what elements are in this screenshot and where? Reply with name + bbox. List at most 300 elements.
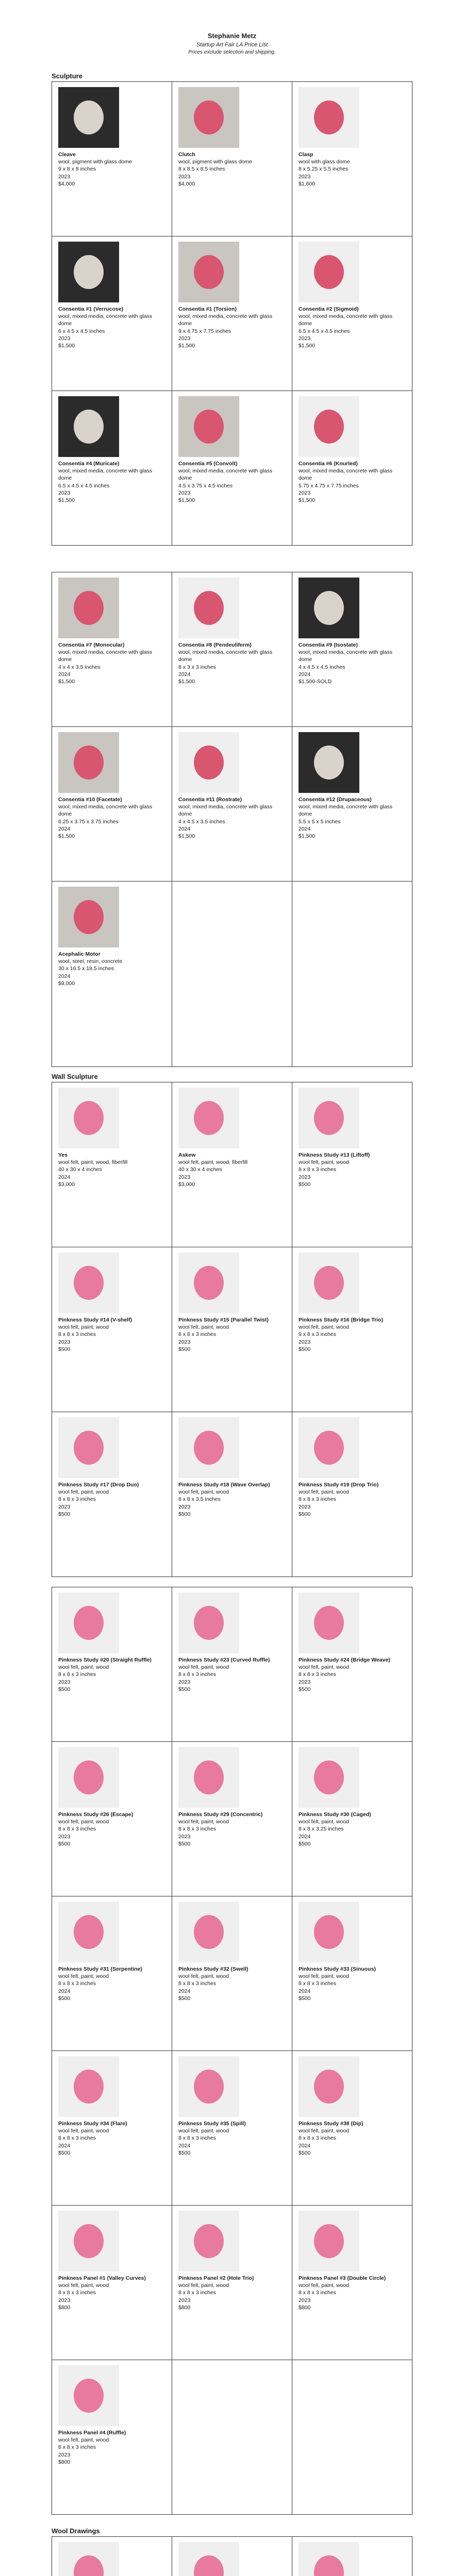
artwork-cell	[52, 727, 172, 882]
artwork-dimensions: 8 x 8 x 3 inches	[178, 1980, 216, 1987]
artwork-image[interactable]	[178, 87, 239, 148]
artwork-caption	[58, 460, 165, 504]
artwork-form	[314, 1760, 344, 1794]
artwork-cell	[172, 82, 292, 236]
artwork-medium: wool felt, paint, wood	[299, 2282, 350, 2289]
artwork-dimensions: 6 x 4.5 x 4.5 inches	[58, 328, 105, 334]
artwork-year: 2024	[178, 671, 191, 677]
artwork-dimensions: 40 x 30 x 4 inches	[58, 1166, 102, 1173]
artwork-caption	[299, 796, 406, 840]
artwork-year: 2023	[178, 1833, 191, 1840]
wool-drawings-table	[52, 2536, 412, 2576]
artwork-year: 2023	[178, 1338, 191, 1345]
artwork-year: 2024	[58, 671, 71, 677]
artwork-form	[194, 1431, 224, 1465]
artwork-cell	[52, 1082, 172, 1247]
artwork-dimensions: 8 x 8 x 3 inches	[58, 2444, 96, 2451]
artwork-title: Pinkness Study #33 (Sinuous)	[299, 1966, 376, 1972]
artwork-cell	[52, 2206, 172, 2360]
artwork-cell	[52, 1247, 172, 1412]
artwork-form	[194, 1760, 224, 1794]
artwork-image[interactable]	[178, 1592, 239, 1653]
artwork-year: 2023	[178, 1174, 191, 1180]
artwork-dimensions: 8 x 8 x 3 inches	[178, 1331, 216, 1338]
artwork-image[interactable]	[299, 2542, 359, 2576]
artwork-image[interactable]	[58, 1088, 119, 1148]
artwork-form	[74, 2555, 104, 2576]
artwork-medium: wool, mixed media, concrete with glass dome	[299, 313, 393, 327]
artwork-caption	[299, 641, 406, 685]
artwork-image[interactable]	[299, 1088, 359, 1148]
artwork-dimensions: 6.5 x 4.5 x 4.5 inches	[58, 482, 110, 489]
artwork-price: $500	[178, 1511, 191, 1517]
artwork-title: Consentia #8 (Pendeuliferm)	[178, 642, 252, 648]
artwork-medium: wool felt, paint, wood	[299, 1664, 350, 1671]
artwork-year: 2024	[299, 671, 311, 677]
artwork-dimensions: 8 x 3 x 3 inches	[178, 664, 216, 670]
table-row	[52, 882, 412, 1067]
artwork-form	[314, 2070, 344, 2104]
artwork-dimensions: 8 x 8 x 3 inches	[299, 1671, 336, 1678]
artwork-image[interactable]	[178, 1902, 239, 1962]
artwork-dimensions: 9 x 8 x 3 inches	[299, 1331, 336, 1338]
artwork-cell	[172, 2537, 292, 2576]
artwork-image[interactable]	[299, 1417, 359, 1478]
artwork-medium: wool, mixed media, concrete with glass dome	[58, 313, 153, 327]
artwork-medium: wool felt, paint, wood	[178, 1819, 229, 1825]
artwork-price: $800	[58, 2459, 71, 2465]
artwork-image[interactable]	[178, 2542, 239, 2576]
artwork-title: Pinkness Study #26 (Escape)	[58, 1811, 134, 1818]
artwork-caption	[299, 1965, 406, 2002]
artwork-title: Consentia #10 (Facetate)	[58, 796, 122, 803]
artwork-caption	[58, 1656, 165, 1693]
artwork-dimensions: 8 x 8 x 3 inches	[58, 1980, 96, 1987]
artwork-medium: wool, mixed media, concrete with glass dome	[58, 468, 153, 482]
artwork-form	[194, 2224, 224, 2258]
artwork-cell	[292, 82, 412, 236]
artwork-form	[74, 1266, 104, 1300]
artwork-form	[314, 1431, 344, 1465]
artwork-form	[314, 1915, 344, 1949]
artwork-image[interactable]	[58, 2056, 119, 2117]
artwork-title: Consentia #1 (Torsion)	[178, 306, 237, 312]
artwork-title: Clutch	[178, 151, 195, 158]
artwork-image[interactable]	[58, 87, 119, 148]
artwork-medium: wool felt, paint, wood	[58, 1489, 109, 1496]
artwork-medium: wool felt, paint, wood	[178, 2282, 229, 2289]
artwork-image[interactable]	[178, 2211, 239, 2272]
artwork-cell	[292, 572, 412, 727]
artwork-medium: wool felt, paint, wood, fiberfill	[58, 1159, 128, 1166]
artwork-title: Pinkness Study #14 (V-shelf)	[58, 1317, 132, 1323]
artwork-image[interactable]	[178, 1417, 239, 1478]
artwork-image[interactable]	[299, 242, 359, 302]
artwork-form	[74, 2379, 104, 2413]
artwork-cell	[172, 1247, 292, 1412]
artwork-caption	[299, 1481, 406, 1518]
artwork-image[interactable]	[58, 732, 119, 793]
artwork-form	[314, 591, 344, 625]
artwork-image[interactable]	[58, 242, 119, 302]
artwork-medium: wool, mixed media, concrete with glass dome	[299, 804, 393, 818]
artwork-year: 2024	[58, 973, 71, 979]
artwork-cell	[52, 1412, 172, 1577]
artwork-caption	[178, 460, 286, 504]
artwork-title: Pinkness Study #15 (Parallel Twist)	[178, 1317, 269, 1323]
artwork-form	[74, 100, 104, 134]
artwork-cell	[52, 1742, 172, 1896]
artwork-price: $1,500	[58, 833, 75, 839]
artwork-cell	[172, 1742, 292, 1896]
artwork-cell	[292, 1587, 412, 1742]
artwork-image[interactable]	[299, 578, 359, 638]
artwork-cell	[292, 1412, 412, 1577]
artwork-title: Pinkness Study #13 (Liftoff)	[299, 1152, 370, 1158]
artwork-price: $500	[58, 1346, 71, 1352]
artwork-price: $500	[299, 2149, 311, 2156]
artwork-title: Pinkness Study #34 (Flare)	[58, 2121, 127, 2127]
artwork-medium: wool felt, paint, wood	[299, 1489, 350, 1496]
artwork-image[interactable]	[58, 1252, 119, 1313]
artwork-form	[194, 745, 224, 779]
artwork-price: $500	[299, 1686, 311, 1692]
artwork-cell	[292, 1247, 412, 1412]
artwork-year: 2023	[58, 1503, 71, 1510]
table-row	[52, 1247, 412, 1412]
artwork-caption	[178, 1656, 286, 1693]
section-title-sculpture: Sculpture	[52, 72, 82, 80]
artwork-price: $4,000	[58, 180, 75, 187]
artwork-form	[314, 100, 344, 134]
artwork-dimensions: 5.5 x 5 x 5 inches	[299, 818, 341, 825]
artwork-image[interactable]	[58, 1417, 119, 1478]
artwork-title: Pinkness Panel #2 (Hole Trio)	[178, 2275, 254, 2281]
artwork-cell	[52, 1587, 172, 1742]
artwork-dimensions: 4 x 4.5 x 3.5 inches	[178, 818, 225, 825]
artwork-price: $500	[299, 1995, 311, 2002]
artwork-dimensions: 8 x 8 x 3.25 inches	[299, 1826, 344, 1833]
artwork-price: $500	[58, 1840, 71, 1847]
artwork-form	[314, 410, 344, 444]
artwork-year: 2023	[178, 489, 191, 496]
artwork-form	[194, 410, 224, 444]
artwork-medium: wool, mixed media, concrete with glass dome	[178, 313, 273, 327]
artwork-price: $1,500	[58, 678, 75, 685]
artwork-form	[314, 255, 344, 289]
artwork-cell	[292, 727, 412, 882]
artwork-caption	[178, 1151, 286, 1188]
artwork-title: Yes	[58, 1152, 68, 1158]
artwork-cell	[172, 572, 292, 727]
artwork-image[interactable]	[299, 2056, 359, 2117]
artwork-dimensions: 6.25 x 3.75 x 3.75 inches	[58, 818, 119, 825]
artwork-form	[314, 2555, 344, 2576]
artwork-caption	[58, 151, 165, 188]
artwork-price: $800	[58, 2304, 71, 2311]
artwork-price: $500	[58, 2149, 71, 2156]
artwork-year: 2024	[58, 825, 71, 832]
artwork-medium: wool felt, paint, wood	[58, 2128, 109, 2134]
artwork-year: 2023	[58, 1833, 71, 1840]
artwork-form	[74, 255, 104, 289]
artwork-caption	[299, 1316, 406, 1353]
artwork-form	[74, 2070, 104, 2104]
artwork-cell	[52, 882, 172, 1067]
artwork-cell	[292, 1896, 412, 2051]
artwork-form	[314, 1101, 344, 1135]
artwork-year: 2023	[299, 2297, 311, 2303]
artist-name: Stephanie Metz	[207, 32, 257, 40]
artwork-form	[194, 1915, 224, 1949]
artwork-cell	[292, 2206, 412, 2360]
artwork-caption	[58, 951, 165, 987]
artwork-title: Pinkness Study #16 (Bridge Trio)	[299, 1317, 383, 1323]
artwork-title: Askew	[178, 1152, 196, 1158]
artwork-title: Pinkness Panel #3 (Double Circle)	[299, 2275, 386, 2281]
artwork-caption	[58, 1811, 165, 1848]
artwork-year: 2024	[178, 825, 191, 832]
artwork-year: 2024	[58, 1174, 71, 1180]
artwork-medium: wool, pigment with glass dome	[58, 159, 132, 165]
artwork-year: 2023	[58, 1679, 71, 1685]
artwork-image[interactable]	[299, 2211, 359, 2272]
artwork-image[interactable]	[178, 578, 239, 638]
artwork-title: Cleave	[58, 151, 76, 158]
wall-sculpture-table-2	[52, 1587, 412, 2051]
artwork-year: 2023	[178, 2297, 191, 2303]
artwork-title: Pinkness Study #20 (Straight Ruffle)	[58, 1657, 152, 1663]
artwork-year: 2024	[299, 1833, 311, 1840]
artwork-medium: wool felt, paint, wood	[178, 1324, 229, 1331]
artwork-year: 2023	[58, 1338, 71, 1345]
artwork-title: Consentia #2 (Sigmoid)	[299, 306, 359, 312]
artwork-image[interactable]	[299, 1252, 359, 1313]
artwork-year: 2023	[58, 335, 71, 342]
artwork-cell	[52, 2051, 172, 2206]
table-row	[52, 727, 412, 882]
artwork-medium: wool felt, paint, wood	[299, 1159, 350, 1166]
artwork-form	[74, 900, 104, 934]
artwork-caption	[178, 796, 286, 840]
artwork-medium: wool felt, paint, wood	[58, 1819, 109, 1825]
artwork-form	[74, 410, 104, 444]
artwork-image[interactable]	[299, 87, 359, 148]
artwork-image[interactable]	[299, 732, 359, 793]
artwork-title: Acephalic Motor	[58, 951, 101, 957]
artwork-year: 2023	[299, 173, 311, 180]
artwork-image[interactable]	[178, 2056, 239, 2117]
artwork-caption	[58, 2275, 165, 2311]
table-row	[52, 1082, 412, 1247]
artwork-title: Clasp	[299, 151, 313, 158]
artwork-caption	[299, 2120, 406, 2157]
artwork-dimensions: 8 x 8 x 3 inches	[58, 2290, 96, 2296]
artwork-caption	[58, 1481, 165, 1518]
artwork-cell	[52, 391, 172, 546]
artwork-price: $1,500	[178, 342, 195, 349]
artwork-image[interactable]	[299, 396, 359, 457]
artwork-image[interactable]	[58, 396, 119, 457]
artwork-form	[194, 2070, 224, 2104]
artwork-image[interactable]	[178, 242, 239, 302]
artwork-dimensions: 9 x 8 x 8 inches	[58, 166, 96, 173]
artwork-form	[74, 1760, 104, 1794]
artwork-year: 2024	[178, 1988, 191, 1994]
artwork-medium: wool, mixed media, concrete with glass dome	[178, 468, 273, 482]
artwork-price: $500	[299, 1181, 311, 1188]
artwork-caption	[178, 1811, 286, 1848]
artwork-medium: wool, steel, resin, concrete	[58, 958, 123, 965]
artwork-dimensions: 8 x 8 x 3 inches	[58, 1671, 96, 1678]
artwork-cell	[292, 236, 412, 391]
artwork-cell	[52, 2537, 172, 2576]
section-title-wool-drawings: Wool Drawings	[52, 2527, 100, 2535]
artwork-dimensions: 30 x 16.5 x 18.5 inches	[58, 965, 114, 972]
artwork-title: Consentia #4 (Muricate)	[58, 461, 120, 467]
artwork-price: $1,600	[299, 180, 316, 187]
artwork-dimensions: 8 x 8 x 3 inches	[178, 2135, 216, 2142]
artwork-price: $800	[178, 2304, 191, 2311]
artwork-medium: wool felt, paint, wood	[178, 1489, 229, 1496]
artwork-image[interactable]	[58, 1747, 119, 1808]
artwork-image[interactable]	[178, 1747, 239, 1808]
artwork-title: Pinkness Study #29 (Concentric)	[178, 1811, 263, 1818]
artwork-title: Consentia #11 (Rostrate)	[178, 796, 242, 803]
artwork-price: $500	[178, 1995, 191, 2002]
artwork-price: $500	[58, 1511, 71, 1517]
artwork-title: Pinkness Study #35 (Spill)	[178, 2121, 246, 2127]
artwork-year: 2023	[299, 335, 311, 342]
artwork-title: Pinkness Study #19 (Drop Trio)	[299, 1482, 379, 1488]
artwork-title: Consentia #5 (Convolt)	[178, 461, 238, 467]
artwork-title: Pinkness Study #32 (Swell)	[178, 1966, 248, 1972]
artwork-image[interactable]	[58, 887, 119, 947]
table-row	[52, 1412, 412, 1577]
artwork-image[interactable]	[58, 2365, 119, 2426]
artwork-year: 2024	[178, 2142, 191, 2149]
artwork-image[interactable]	[58, 2211, 119, 2272]
artwork-year: 2023	[178, 335, 191, 342]
artwork-form	[74, 1606, 104, 1640]
artwork-year: 2023	[299, 489, 311, 496]
artwork-year: 2023	[178, 173, 191, 180]
artwork-year: 2024	[58, 2142, 71, 2149]
artwork-dimensions: 5.75 x 4.75 x 7.75 inches	[299, 482, 359, 489]
artwork-image[interactable]	[58, 2542, 119, 2576]
artwork-caption	[178, 151, 286, 188]
artwork-dimensions: 8 x 8 x 3 inches	[58, 1331, 96, 1338]
artwork-form	[74, 745, 104, 779]
artwork-dimensions: 8 x 8 x 3 inches	[58, 1826, 96, 1833]
table-row	[52, 1896, 412, 2051]
artwork-title: Pinkness Panel #4 (Ruffle)	[58, 2430, 126, 2436]
artwork-dimensions: 8 x 8 x 3 inches	[58, 1496, 96, 1503]
artwork-title: Consentia #9 (Isostate)	[299, 642, 358, 648]
artwork-medium: wool felt, paint, wood	[58, 2437, 109, 2444]
artwork-dimensions: 6.5 x 4.5 x 4.5 inches	[299, 328, 350, 334]
table-row	[52, 2360, 412, 2515]
artwork-dimensions: 8 x 8 x 3 inches	[299, 1166, 336, 1173]
table-row	[52, 236, 412, 391]
artwork-caption	[299, 1656, 406, 1693]
artwork-image[interactable]	[299, 1592, 359, 1653]
artwork-title: Pinkness Study #38 (Dip)	[299, 2121, 363, 2127]
artwork-price: $1,500-SOLD	[299, 678, 332, 685]
artwork-medium: wool felt, paint, wood	[58, 1973, 109, 1980]
artwork-year: 2023	[58, 173, 71, 180]
artwork-image[interactable]	[299, 1747, 359, 1808]
artwork-image[interactable]	[178, 1088, 239, 1148]
artwork-dimensions: 9 x 4.75 x 7.75 inches	[178, 328, 231, 334]
artwork-price: $1,500	[58, 342, 75, 349]
artwork-year: 2023	[299, 1338, 311, 1345]
artwork-image[interactable]	[58, 1902, 119, 1962]
artwork-cell	[52, 2360, 172, 2515]
artwork-caption	[299, 151, 406, 188]
artwork-title: Pinkness Panel #1 (Valley Curves)	[58, 2275, 146, 2281]
artwork-price: $1,500	[178, 833, 195, 839]
artwork-image[interactable]	[58, 578, 119, 638]
artwork-price: $500	[178, 2149, 191, 2156]
artwork-form	[194, 591, 224, 625]
artwork-image[interactable]	[299, 1902, 359, 1962]
artwork-dimensions: 8 x 8 x 3 inches	[299, 1496, 336, 1503]
artwork-caption	[299, 1151, 406, 1188]
artwork-caption	[58, 1965, 165, 2002]
artwork-image[interactable]	[178, 732, 239, 793]
empty-cell	[292, 2360, 412, 2515]
artwork-medium: wool felt, paint, wood	[178, 1973, 229, 1980]
artwork-caption	[299, 460, 406, 504]
artwork-year: 2024	[58, 1988, 71, 1994]
artwork-price: $3,000	[178, 1181, 195, 1188]
event-title: Startup Art Fair LA Price List	[196, 42, 268, 48]
artwork-caption	[178, 2275, 286, 2311]
artwork-price: $500	[299, 1346, 311, 1352]
artwork-dimensions: 4 x 4 x 3.5 inches	[58, 664, 101, 670]
artwork-caption	[178, 1316, 286, 1353]
artwork-image[interactable]	[178, 396, 239, 457]
artwork-year: 2023	[58, 489, 71, 496]
artwork-caption	[178, 641, 286, 685]
artwork-dimensions: 8 x 8 x 3 inches	[178, 1671, 216, 1678]
artwork-form	[314, 1606, 344, 1640]
artwork-image[interactable]	[178, 1252, 239, 1313]
artwork-price: $1,500	[299, 497, 316, 503]
artwork-medium: wool felt, paint, wood	[299, 1324, 350, 1331]
artwork-caption	[299, 306, 406, 349]
artwork-cell	[292, 1742, 412, 1896]
table-row	[52, 82, 412, 236]
artwork-caption	[58, 2120, 165, 2157]
artwork-title: Consentia #12 (Drupaceous)	[299, 796, 372, 803]
artwork-caption	[58, 306, 165, 349]
artwork-title: Pinkness Study #24 (Bridge Weave)	[299, 1657, 390, 1663]
artwork-price: $4,000	[178, 180, 195, 187]
table-row	[52, 2537, 412, 2576]
artwork-image[interactable]	[58, 1592, 119, 1653]
artwork-cell	[172, 391, 292, 546]
artwork-year: 2024	[299, 825, 311, 832]
artwork-caption	[58, 1316, 165, 1353]
artwork-form	[194, 1266, 224, 1300]
artwork-year: 2023	[299, 1679, 311, 1685]
artwork-cell	[172, 2206, 292, 2360]
table-row	[52, 1742, 412, 1896]
artwork-form	[194, 255, 224, 289]
artwork-cell	[172, 236, 292, 391]
